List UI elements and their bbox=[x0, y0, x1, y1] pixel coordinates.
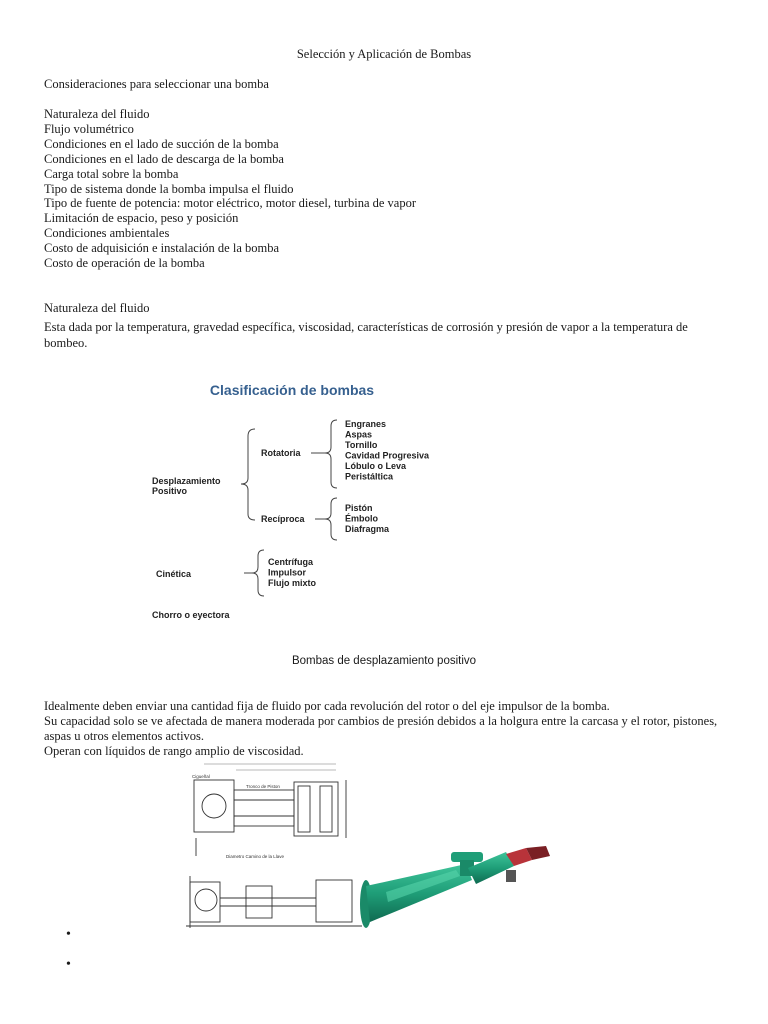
rotatoria-item: Engranes bbox=[345, 419, 387, 429]
rotatoria-item: Peristáltica bbox=[345, 471, 394, 482]
list-item: Flujo volumétrico bbox=[44, 121, 134, 136]
cinetica-item: Impulsor bbox=[268, 567, 307, 578]
label-cinetica: Cinética bbox=[156, 569, 192, 579]
cinetica-item: Flujo mixto bbox=[268, 578, 316, 588]
brace-reciproca bbox=[325, 498, 337, 540]
rotatoria-item: Tornillo bbox=[345, 440, 378, 450]
label-reciproca: Recíproca bbox=[261, 514, 305, 524]
rotatoria-item: Lóbulo o Leva bbox=[345, 461, 407, 471]
label-rotatoria: Rotatoria bbox=[261, 448, 301, 458]
list-item: Carga total sobre la bomba bbox=[44, 166, 179, 181]
svg-text:Cigueñal: Cigueñal bbox=[192, 774, 210, 779]
list-item: Condiciones ambientales bbox=[44, 226, 170, 241]
considerations-list bbox=[44, 107, 416, 271]
reciproca-item: Diafragma bbox=[345, 524, 390, 534]
brace-positive bbox=[241, 429, 255, 520]
list-item: Limitación de espacio, peso y posición bbox=[44, 211, 239, 226]
list-item: Tipo de sistema donde la bomba impulsa el fluido bbox=[44, 181, 294, 196]
list-item: Tipo de fuente de potencia: motor eléctrico, motor diesel, turbina de vapor bbox=[44, 196, 416, 211]
pd-paragraph-3: Operan con líquidos de rango amplio de viscosidad. bbox=[44, 744, 304, 758]
progressive-cavity-pump-image bbox=[356, 846, 556, 934]
considerations-heading: Consideraciones para seleccionar una bomba bbox=[44, 77, 269, 91]
rotatoria-item: Aspas bbox=[345, 429, 373, 440]
label-positivo: Positivo bbox=[152, 486, 188, 496]
nature-paragraph: Esta dada por la temperatura, gravedad específica, viscosidad, características de corrosión y presión de vapor a la temperatura de bombeo. bbox=[44, 320, 688, 350]
nature-heading: Naturaleza del fluido bbox=[44, 301, 150, 315]
list-item: Naturaleza del fluido bbox=[44, 107, 150, 121]
pd-paragraph-1: Idealmente deben enviar una cantidad fija de fluido por cada revolución del rotor o del eje impulsor de la bomba. bbox=[44, 699, 610, 713]
cinetica-item: Centrífuga bbox=[268, 557, 313, 567]
list-item: Costo de adquisición e instalación de la bomba bbox=[44, 241, 280, 256]
svg-text:Diametro Camino de la Llave: Diametro Camino de la Llave bbox=[226, 854, 285, 859]
brace-rotatoria bbox=[325, 420, 337, 488]
pd-heading: Bombas de desplazamiento positivo bbox=[291, 655, 477, 667]
reciproca-item: Émbolo bbox=[345, 513, 378, 524]
svg-text:Tronco de Piston: Tronco de Piston bbox=[246, 784, 280, 789]
diagram-title: Clasificación de bombas bbox=[209, 382, 375, 398]
list-item: Condiciones en el lado de succión de la bomba bbox=[44, 136, 279, 151]
piston-pump-technical-drawing bbox=[186, 760, 366, 932]
pump-classification-diagram bbox=[140, 374, 460, 624]
document-title: Selección y Aplicación de Bombas bbox=[296, 47, 472, 61]
bullet-point: • bbox=[66, 927, 71, 942]
rotatoria-item: Cavidad Progresiva bbox=[345, 450, 430, 461]
label-desplazamiento: Desplazamiento bbox=[152, 476, 221, 486]
pd-paragraph-2: Su capacidad solo se ve afectada de manera moderada por cambios de presión debidos a la holgura entre la carcasa y el rotor, pistones, aspas u otros elementos activos. bbox=[44, 714, 718, 743]
brace-cinetica bbox=[252, 550, 264, 596]
bullet-point: • bbox=[66, 957, 71, 972]
list-item: Costo de operación de la bomba bbox=[44, 256, 205, 271]
label-chorro: Chorro o eyectora bbox=[152, 610, 230, 620]
reciproca-item: Pistón bbox=[345, 503, 373, 513]
list-item: Condiciones en el lado de descarga de la bomba bbox=[44, 151, 284, 166]
